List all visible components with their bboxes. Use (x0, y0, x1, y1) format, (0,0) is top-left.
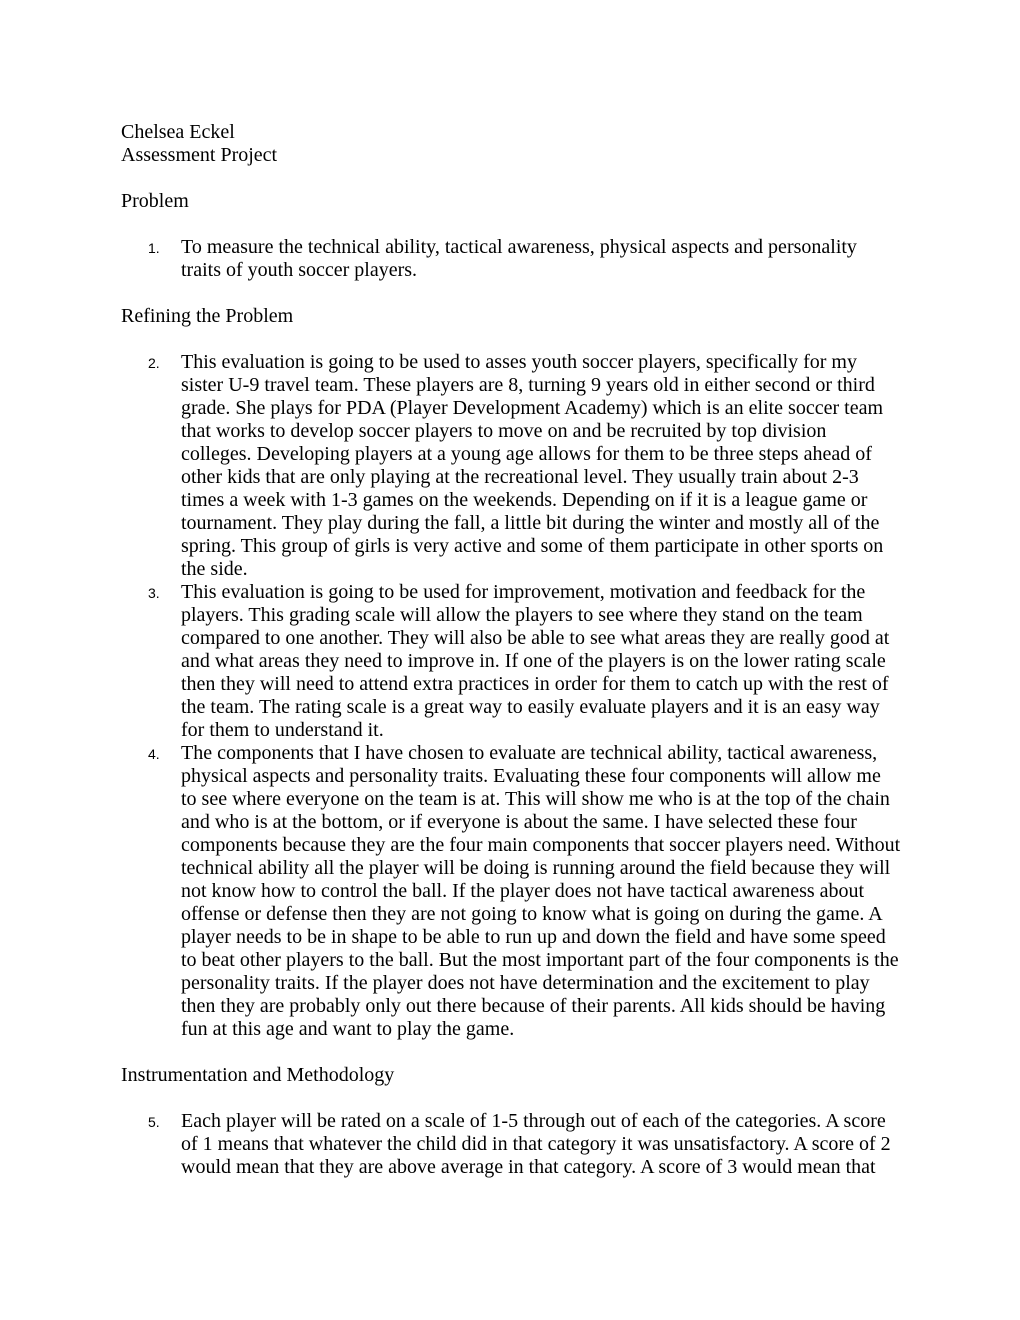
list-item (121, 236, 901, 282)
list-item (121, 581, 901, 742)
document-title: Assessment Project (121, 144, 278, 166)
section-heading-refining: Refining the Problem (121, 305, 294, 327)
list-item (121, 351, 901, 581)
list-text: Each player will be rated on a scale of 1-5 through out of each of the categories. A score of 1 means that whatever the child did in that category it was unsatisfactory. A score of 2 would mean that they are above average in that category. A score of 3 would mean that (181, 1110, 891, 1178)
section-heading-instrumentation: Instrumentation and Methodology (121, 1064, 395, 1086)
refining-list (121, 351, 901, 1041)
list-number: 3. (148, 585, 160, 601)
instrumentation-list (121, 1110, 901, 1179)
problem-list (121, 236, 901, 282)
list-number: 5. (148, 1114, 160, 1130)
list-text: This evaluation is going to be used to asses youth soccer players, specifically for my sister U-9 travel team. These players are 8, turning 9 years old in either second or third grade. She plays for PDA (Player Development Academy) which is an elite soccer team that works to develop soccer players to move on and be recruited by top division colleges. Developing players at a young age allows for them to be three steps ahead of other kids that are only playing at the recreational level. They usually train about 2-3 times a week with 1-3 games on the weekends. Depending on if it is a league game or tournament. They play during the fall, a little bit during the winter and mostly all of the spring. This group of girls is very active and some of them participate in other sports on the side. (181, 351, 884, 580)
section-heading-problem: Problem (121, 190, 189, 212)
list-number: 2. (148, 355, 160, 371)
list-item (121, 1110, 901, 1179)
list-text: The components that I have chosen to evaluate are technical ability, tactical awareness, physical aspects and personality traits. Evaluating these four components will allow me to see where everyone on the team is at. This will show me who is at the top of the chain and who is at the bottom, or if everyone is about the same. I have selected these four components because they are the four main components that soccer players need. Without technical ability all the player will be doing is running around the field because they will not know how to control the ball. If the player does not have tactical awareness about offense or defense then they are not going to know what is going on during the game. A player needs to be in shape to be able to run up and down the field and have some speed to beat other players to the ball. But the most important part of the four components is the personality traits. If the player does not have determination and the excitement to play then they are probably only out there because of their parents. All kids should be having fun at this age and want to play the game. (181, 742, 901, 1040)
list-text: This evaluation is going to be used for improvement, motivation and feedback for the players. This grading scale will allow the players to see where they stand on the team compared to one another. They will also be able to see what areas they are really good at and what areas they need to improve in. If one of the players is on the lower rating scale then they will need to attend extra practices in order for them to catch up with the rest of the team. The rating scale is a great way to easily evaluate players and it is an easy way for them to understand it. (181, 581, 890, 741)
list-item (121, 742, 901, 1041)
document-page (121, 121, 901, 1179)
author-name: Chelsea Eckel (121, 121, 235, 143)
list-text: To measure the technical ability, tactical awareness, physical aspects and personality traits of youth soccer players. (181, 236, 857, 281)
list-number: 1. (148, 240, 160, 256)
list-number: 4. (148, 746, 160, 762)
